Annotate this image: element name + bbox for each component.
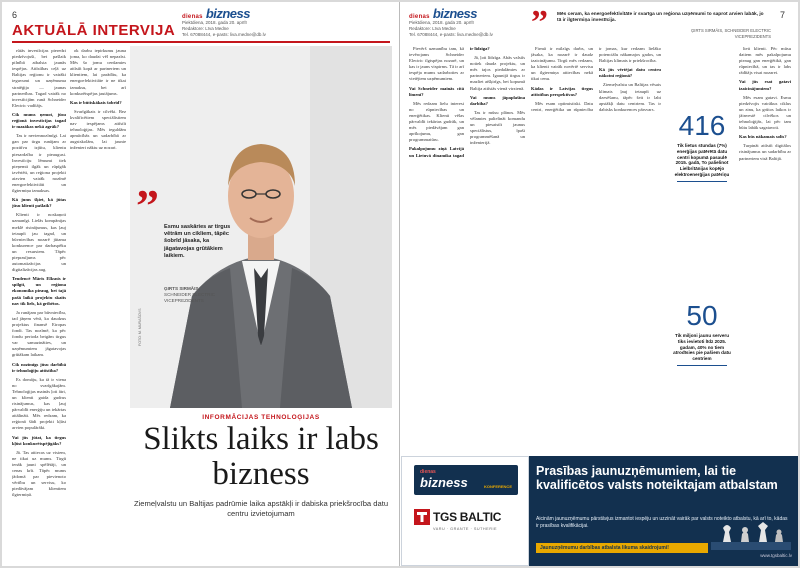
article-paragraph: Pievērš uzmanību tam, kā ievērojams Schneider Electric ilgtspējas nozarē, un kas ir jauns vispirms. Tā ir arī iespēja mums sadarboties ar vietējiem uzņēmumiem.: [409, 46, 464, 82]
interview-question: Vai jūs jūtat, ka tirgus kļūst konkurētspējīgāks?: [12, 434, 66, 446]
ad-sponsor-panel: dienas bizness KONFERENCE TGS BALTIC VARU · GRANTE · SUTHERIE: [401, 456, 529, 566]
article-paragraph: ok darbu iepirkumu jauna joma, ko daudzi vēl nepazīst. Mēs šo jomu cenšamies attīstīt kopā ar partneriem un klientiem, lai parādītu, ka energoefektivitāte ir ne tikai izmaksu, bet arī konkurētspējas jautājums.: [70, 48, 126, 96]
quote-mark-icon: ”: [531, 4, 548, 41]
ad-cta-button[interactable]: Jaunuzņēmumu darbības atbalsta likuma skaidrojumi!: [536, 543, 708, 553]
interview-question: Vai jūs esat gatavi izaicinājumiem?: [739, 79, 791, 91]
right-pull-quote-author: ĢIRTS SIRMĀIS, SCHNEIDER ELECTRIC VICEPREZIDENTS: [691, 28, 771, 39]
ad-url-link[interactable]: www.tgsbaltic.lv: [760, 553, 792, 558]
article-column-1: [12, 48, 66, 560]
section-rule: [12, 41, 390, 43]
article-paragraph: Mēs esam optimistiski. Datu centri, enerģētika un rūpniecība ir jomas, kur redzam lielāko potenciālu nākamajos gados, un Baltijas klimats ir priekšrocība.: [531, 46, 661, 112]
interview-question: Kādas ir Latvijas tirgus attīstības perspektīvas?: [531, 85, 593, 97]
interview-question: Kā jums šķiet, kā jūtas jūsu klienti pašlaik?: [12, 197, 66, 209]
article-paragraph: Turpināt attīstīt digitālos risinājumus un sadarbību ar partneriem visā Baltijā.: [739, 143, 791, 161]
interview-question: Vai Schneider mainās citā līmenī?: [409, 85, 464, 97]
article-column-4: [531, 46, 661, 450]
article-paragraph: Ja runājam par būvniecību, tad jāņem vērā, ka daudzus projektus finansē Eiropas fondi. Tas nozīmē, ka pēc fondu perioda beigām tirgus var samazināties, un uzņēmumiem jāgatavojas grūtākam laikam.: [12, 309, 66, 358]
article-column-2: [70, 48, 126, 560]
stat-number: 50: [686, 300, 718, 331]
article-paragraph: Klienti ir noskaņoti uzmanīgi. Lielās kompānijas meklē risinājumus, kas ļauj ietaupīt jau tagad, un būvniecības nozarē jūtama konkurence par darbaspēku un resursiem. Tāpēc pieprasījums pēc automatizācijas un digitalizācijas aug.: [12, 212, 66, 273]
stat-number: 416: [678, 110, 726, 141]
interview-question: Cik mums ņemot, jūsu reģionā investīcijas tagad ir mazākas nekā agrāk?: [12, 111, 66, 130]
photo-credit: FOTO: M. MURAŠOVS: [138, 308, 142, 346]
article-paragraph: Jā, ļoti līdzīga. Abās valstīs notiek daudz projektu, un mēs tajos piedalāmies ar partneriem. Igaunijā tirgus ir mazliet atšķirīgs, bet kopumā Baltija attīstās vienā virzienā.: [470, 55, 525, 91]
article-paragraph: Tas ir neviennozīmīgi. Lai gan par tirgu runājam ar pozitīvu izjūtu, klientu piesardzība ir pieaugusi. Investīciju lēmumi tiek pieņemti ilgāk un rūpīgāk izvērtēti, un reģiona projekti aizvien vairāk nozīmē energoefektivitāti un ilgtermiņa izmaksas.: [12, 133, 66, 194]
stat-description: Tik lietus stundas (7%) enerģijas patērētā datu centri kopumā pasaulē 2015. gadā, To palielinot Lielbritānijas kopējo elektroenerģijas patēriņu: [674, 143, 730, 177]
stat-divider: [677, 181, 727, 182]
headline: Slikts laiks ir labs bizness: [143, 421, 379, 492]
article-column-5: [739, 46, 791, 450]
ad-headline: Prasības jaunuzņēmumiem, lai tie kvalificētos valsts noteiktajam atbalstam: [536, 464, 778, 492]
advertisement[interactable]: [401, 456, 798, 566]
article-paragraph: Ziemeļvalstu un Baltijas vēsais klimats ļauj ietaupīt uz dzesēšanu, tāpēc šeit ir labi apstākļi datu centriem. Tas ir dabisks konkurences pārsvars.: [599, 82, 661, 112]
article-paragraph: lieti klienti. Pēc mūsu datiem mēs pakalpojumu pieaug gan enerģētikā, gan rūpniecībā, un tas ir labs rādītājs visai nozarei.: [739, 46, 791, 76]
pull-quote-text: Esmu saskāries ar tirgus vētrām un cikliem, tāpēc šobrīd jāsaka, ka jāgatavojas grūtākiem laikiem.: [164, 224, 231, 259]
portrait-photo: [130, 46, 392, 408]
article-paragraph: Es domāju, ka tā ir viena no svarīgākajām. Tehnoloģijas mainās ļoti ātri, un klienti gaida gudrus risinājumus, kas ļauj pārvaldīt enerģiju un iekārtas attālināti. Mēs redzam, ka reģionā šādi projekti kļūst arvien populārāki.: [12, 376, 66, 431]
interview-question: Cik nozīmīgs jūsu darbībā ir tehnoloģiju attīstība?: [12, 361, 66, 373]
interview-question: Kas būs nākamais solis?: [739, 134, 787, 140]
quote-mark-icon: ”: [136, 180, 159, 231]
right-pull-quote-text: Mēs ceram, ka energoefektivitāte ir svarīga un reģiona uzņēmumi to saprot arvien labāk, jo tā ir ilgtermiņa investīcija.: [557, 12, 764, 23]
topic-label: INFORMĀCIJAS TEHNOLOĢIJAS: [202, 414, 320, 421]
article-paragraph: Svarīgākais ir cilvēki. Bez kvalificētiem speciālistiem nav iespējams attīstīt tehnoloģijas. Mēs ieguldām apmācībās un sadarbībā ar augstskolām, lai jaunie inženieri nāktu uz nozari.: [70, 108, 126, 151]
newspaper-spread: [2, 2, 798, 566]
article-paragraph: rūtās investīcijas pieredzi piedzīvojuši, bet pašlaik pilnībā atbalsta jaunās iespējas. Attīstības ceļā uz Baltijas reģionu ir vairāki ieguvumi un uzņēmuma stratēģija — jaunas partnerības. Tagad vairāk no investīcijām runā Schneider Electric vadītājs.: [12, 48, 66, 108]
interview-question: Tendencē Māris Elksnis ir spilgti, un reģiona ekonomika pieaug, bet tajā pašā laikā projektu skaits nav tik liels, kā gribētos.: [12, 276, 66, 306]
article-paragraph: Firmā ir milzīgs darbs, un jāsaka, ka nozarē ir daudz izaicinājumu. Tirgū mēs redzam, ka klienti vairāk novērtē servisu un ilgtermiņa attiecības nekā tikai cenu.: [531, 46, 593, 82]
left-page: [2, 2, 400, 566]
article-column-3: [409, 46, 525, 450]
page-number-left: 6: [12, 10, 18, 20]
masthead-left: dienas bizness Piektdiena, 2018. gada 20. aprīlī Redaktore: Līva Medne Tel. 67088444, e-pasts: liva.medne@db.lv: [182, 6, 266, 37]
ad-body: Aicinām jaunuzņēmumu pārstāvjus izmantot iespēju un uzzināt vairāk par valsts noteikto atbalstu, kā arī to, kādas ir prasības kvalifikācijai.: [536, 516, 788, 529]
stat-divider: [677, 365, 727, 366]
article-paragraph: Mēs esam gatavi. Esmu piedzīvojis vairākus ciklus un zinu, ka grūtos laikos ir jāinvestē cilvēkos un tehnoloģijās, lai pēc tam būtu labāk sagatavoti.: [739, 94, 791, 131]
right-page: [401, 2, 798, 566]
article-paragraph: Mēs redzam lielu interesi no rūpniecības un enerģētikas. Klienti vēlas pārvaldīt iekārtas gudrāk, un mēs piedāvājam gan aprīkojumu, gan programmatūru.: [409, 100, 464, 143]
tgs-logo-icon: [414, 509, 430, 525]
tgs-baltic-logo: TGS BALTIC: [414, 509, 501, 525]
dienas-bizness-logo: dienas bizness: [409, 6, 477, 21]
chess-pieces-icon: [711, 518, 791, 550]
article-paragraph: Tas ir mūsu plānos. Mēs vēlamies palielināt komandu un piesaistīt jaunus speciālistus, īpaši programmēšanā un inženierijā.: [470, 109, 525, 146]
interview-question: Vai mums jāpaplašina darbība?: [470, 94, 525, 106]
page-number-right: 7: [780, 10, 786, 20]
pull-quote-author: ĢIRTS SIRMĀIS, SCHNEIDER ELECTRIC VICEPREZIDENTS: [164, 286, 216, 303]
mini-masthead: dienas bizness KONFERENCE: [414, 465, 518, 495]
interview-question: Kas ir būtiskākais šobrīd?: [70, 99, 122, 105]
stat-description: Tik miljoni jaunu serveru tiks ievietoti līdz 2025. gadam, 40% no tiem atrodīsies pie pašiem datu centriem: [673, 333, 731, 362]
dienas-bizness-logo: dienas bizness: [182, 6, 250, 21]
standfirst: Ziemeļvalstu un Baltijas padrūmie laika apstākļi ir dabiska priekšrocība datu centru izvietojumam: [133, 499, 389, 518]
stat-box-50: [671, 302, 733, 366]
section-title: AKTUĀLĀ INTERVIJA: [12, 22, 176, 39]
interview-question: Kā jūs vērtējat datu centru nākotni reģionā?: [599, 67, 661, 79]
article-paragraph: Jā. Tas attiecas uz visiem, ne tikai uz mums. Tirgū ienāk jauni spēlētāji, un cenas krīt. Tāpēc mums jādomā par pievienoto vērtību un servisu, ko piedāvājam klientiem ilgtermiņā.: [12, 449, 66, 498]
masthead-right: dienas bizness Piektdiena, 2018. gada 20. aprīlī Redaktore: Līva Medne Tel. 67088444, e-pasts: liva.medne@db.lv: [409, 6, 493, 37]
stat-box-416: [671, 112, 733, 182]
interview-question: Pakalpojumu ziņā Latvijā un Lietuvā dinamika tagad ir līdzīga?: [409, 46, 490, 158]
